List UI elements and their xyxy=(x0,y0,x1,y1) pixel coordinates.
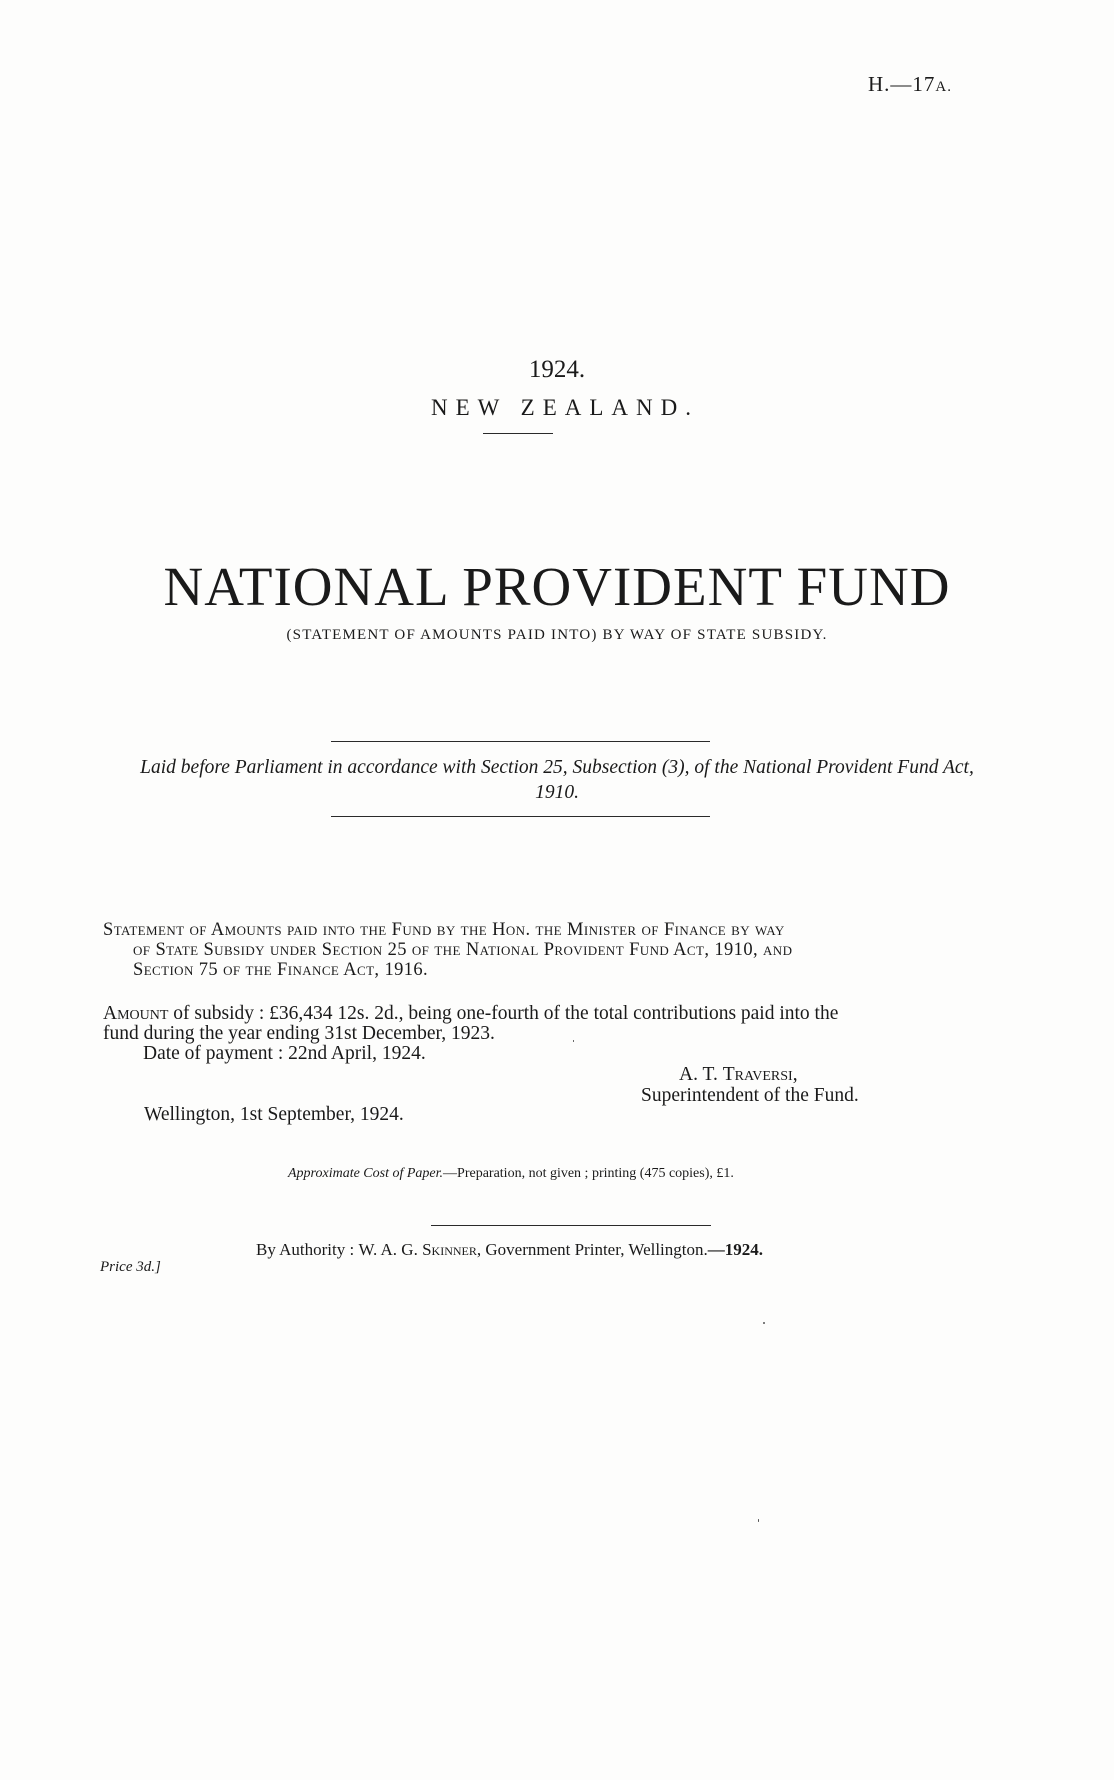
paper-speck xyxy=(573,1040,574,1042)
amount-line-2: fund during the year ending 31st December, 1923. xyxy=(103,1023,495,1044)
document-title: NATIONAL PROVIDENT FUND xyxy=(163,556,951,617)
paper-speck xyxy=(758,1519,759,1522)
signatory-name xyxy=(679,1064,798,1086)
authority-suffix: Government Printer, Wellington. xyxy=(481,1240,708,1259)
short-divider xyxy=(483,433,553,434)
laid-top-rule xyxy=(331,741,710,742)
amount-paragraph xyxy=(103,1004,943,1064)
amount-line-1: of subsidy : £36,434 12s. 2d., being one-fourth of the total contributions paid into the xyxy=(168,1003,839,1024)
paper-reference-main: H.—17 xyxy=(867,72,936,96)
cost-of-paper-note xyxy=(288,1166,734,1182)
statement-line-2: of State Subsidy under Section 25 of the National Provident Fund Act, 1910, and xyxy=(133,940,793,960)
place-and-date: Wellington, 1st September, 1924. xyxy=(144,1104,404,1125)
cost-text: —Preparation, not given ; printing (475 copies), £1. xyxy=(443,1166,734,1181)
paper-speck xyxy=(763,1322,765,1324)
statement-line-3: Section 75 of the Finance Act, 1916. xyxy=(133,960,429,980)
printer-name: W. A. G. Skinner, xyxy=(358,1240,482,1259)
authority-year: —1924. xyxy=(707,1240,764,1259)
authority-prefix: By Authority : xyxy=(256,1240,359,1259)
country-heading: NEW ZEALAND. xyxy=(430,395,700,420)
laid-before-parliament-note: Laid before Parliament in accordance with Section 25, Subsection (3), of the National Provident Fund Act, 1910. xyxy=(140,757,974,803)
amount-label: Amount xyxy=(103,1003,169,1024)
statement-heading xyxy=(103,920,943,980)
document-subtitle: (STATEMENT OF AMOUNTS PAID INTO) BY WAY OF STATE SUBSIDY. xyxy=(286,627,828,643)
authority-line xyxy=(256,1240,763,1260)
statement-line-1: Statement of Amounts paid into the Fund by the Hon. the Minister of Finance by way xyxy=(103,920,785,940)
year-heading: 1924. xyxy=(528,356,586,383)
authority-rule xyxy=(431,1225,711,1226)
paper-reference xyxy=(868,72,952,97)
paper-reference-suffix: A. xyxy=(935,79,952,95)
payment-date: Date of payment : 22nd April, 1924. xyxy=(143,1043,426,1064)
signatory-role: Superintendent of the Fund. xyxy=(641,1085,859,1106)
signatory-initials: A. T. xyxy=(679,1064,723,1085)
signatory-surname: Traversi, xyxy=(722,1064,798,1085)
cost-label: Approximate Cost of Paper. xyxy=(288,1166,444,1181)
price-note: Price 3d.] xyxy=(100,1259,161,1275)
laid-bottom-rule xyxy=(331,816,710,817)
